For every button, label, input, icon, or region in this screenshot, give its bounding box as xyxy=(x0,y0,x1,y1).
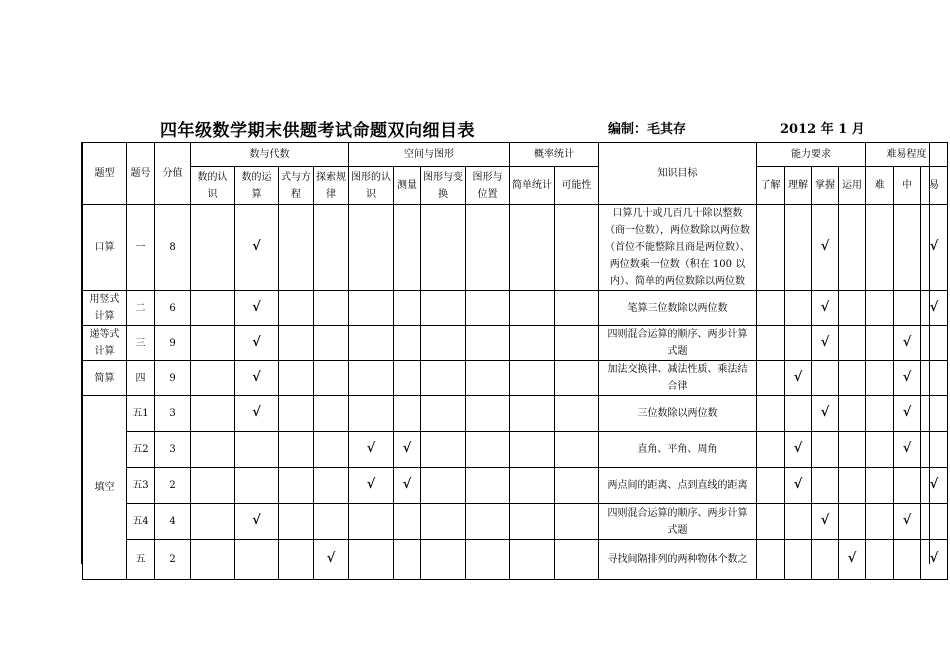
cell-ability xyxy=(812,504,839,540)
cell-category xyxy=(279,468,314,504)
cell-num: 二 xyxy=(127,291,155,326)
cell-category xyxy=(394,504,421,540)
cell-knowledge: 三位数除以两位数 xyxy=(599,396,757,432)
cell-category xyxy=(510,540,555,580)
document-date: 2012 年 1 月 xyxy=(780,122,865,137)
cell-category xyxy=(191,291,235,326)
cell-category xyxy=(349,540,394,580)
cell-ability xyxy=(812,361,839,396)
table-row xyxy=(83,540,948,580)
cell-ability xyxy=(812,396,839,432)
cell-ability xyxy=(785,396,812,432)
header-geometry: 图形的认识 xyxy=(349,167,394,205)
cell-num: 五2 xyxy=(127,432,155,468)
cell-category xyxy=(555,396,599,432)
header-geometry: 图形与变换 xyxy=(421,167,466,205)
check-mark: √ xyxy=(402,477,412,492)
header-difficulty: 易 xyxy=(921,167,948,205)
cell-category xyxy=(314,468,349,504)
cell-ability xyxy=(757,504,785,540)
cell-category xyxy=(394,361,421,396)
cell-ability xyxy=(757,540,785,580)
header-group-stats: 概率统计 xyxy=(510,143,599,167)
check-mark: √ xyxy=(820,513,830,528)
cell-score: 2 xyxy=(155,468,191,504)
cell-num: 五 xyxy=(127,540,155,580)
table-row xyxy=(83,205,948,291)
check-mark: √ xyxy=(820,334,830,350)
header-knowledge: 知识目标 xyxy=(599,143,757,205)
table-row xyxy=(83,361,948,396)
cell-ability xyxy=(812,432,839,468)
cell-difficulty xyxy=(921,468,948,504)
cell-category xyxy=(279,396,314,432)
cell-category xyxy=(191,205,235,291)
cell-score: 2 xyxy=(155,540,191,580)
cell-ability xyxy=(785,540,812,580)
cell-category xyxy=(421,291,466,326)
header-algebra: 式与方程 xyxy=(279,167,314,205)
header-geometry: 图形与位置 xyxy=(466,167,510,205)
cell-category xyxy=(510,361,555,396)
cell-score: 4 xyxy=(155,504,191,540)
header-stats: 可能性 xyxy=(555,167,599,205)
cell-category xyxy=(191,468,235,504)
cell-category xyxy=(279,326,314,361)
cell-num: 五3 xyxy=(127,468,155,504)
cell-category xyxy=(279,291,314,326)
table-row xyxy=(83,504,948,540)
check-mark: √ xyxy=(252,369,261,385)
cell-ability xyxy=(757,361,785,396)
cell-ability xyxy=(839,432,866,468)
cell-category xyxy=(314,540,349,580)
cell-category xyxy=(235,504,279,540)
cell-ability xyxy=(785,291,812,326)
table-row xyxy=(83,396,948,432)
check-mark: √ xyxy=(820,405,830,420)
cell-category xyxy=(466,504,510,540)
cell-type: 用竖式计算 xyxy=(83,291,127,326)
table-row xyxy=(83,468,948,504)
header-row-sub xyxy=(83,167,948,205)
cell-category xyxy=(510,432,555,468)
cell-difficulty xyxy=(866,468,894,504)
cell-difficulty xyxy=(921,291,948,326)
cell-category xyxy=(235,361,279,396)
cell-category xyxy=(466,468,510,504)
cell-difficulty xyxy=(866,504,894,540)
cell-category xyxy=(314,205,349,291)
cell-category xyxy=(314,432,349,468)
cell-category xyxy=(555,432,599,468)
cell-category xyxy=(235,291,279,326)
cell-category xyxy=(421,468,466,504)
check-mark: √ xyxy=(902,513,912,528)
cell-ability xyxy=(785,432,812,468)
cell-category xyxy=(555,326,599,361)
cell-knowledge: 加法交换律、减法性质、乘法结合律 xyxy=(599,361,757,396)
cell-category xyxy=(421,361,466,396)
header-group-ability: 能力要求 xyxy=(757,143,866,167)
check-mark: √ xyxy=(929,551,939,566)
header-score: 分值 xyxy=(155,143,191,205)
cell-difficulty xyxy=(866,205,894,291)
check-mark: √ xyxy=(793,441,803,456)
cell-category xyxy=(314,396,349,432)
cell-category xyxy=(279,361,314,396)
cell-category xyxy=(235,205,279,291)
spec-table-body xyxy=(83,143,948,580)
cell-category xyxy=(394,291,421,326)
check-mark: √ xyxy=(902,405,912,420)
cell-category xyxy=(555,540,599,580)
cell-category xyxy=(510,291,555,326)
check-mark: √ xyxy=(902,334,912,350)
cell-category xyxy=(191,396,235,432)
cell-category xyxy=(555,504,599,540)
cell-ability xyxy=(839,540,866,580)
header-algebra: 数的认识 xyxy=(191,167,235,205)
check-mark: √ xyxy=(902,369,912,385)
cell-difficulty xyxy=(921,205,948,291)
cell-category xyxy=(394,468,421,504)
cell-category xyxy=(466,361,510,396)
cell-category xyxy=(349,396,394,432)
cell-score: 9 xyxy=(155,326,191,361)
header-difficulty: 难 xyxy=(866,167,894,205)
cell-type: 简算 xyxy=(83,361,127,396)
header-group-algebra: 数与代数 xyxy=(191,143,349,167)
cell-category xyxy=(394,540,421,580)
cell-ability xyxy=(785,361,812,396)
cell-category xyxy=(314,361,349,396)
cell-ability xyxy=(839,326,866,361)
cell-category xyxy=(394,205,421,291)
cell-ability xyxy=(812,540,839,580)
cell-ability xyxy=(839,361,866,396)
cell-difficulty xyxy=(921,326,948,361)
cell-category xyxy=(510,326,555,361)
cell-ability xyxy=(785,326,812,361)
cell-category xyxy=(235,326,279,361)
check-mark: √ xyxy=(252,334,261,350)
header-group-geometry: 空间与图形 xyxy=(349,143,510,167)
cell-ability xyxy=(812,326,839,361)
cell-difficulty xyxy=(894,540,921,580)
cell-score: 3 xyxy=(155,432,191,468)
cell-ability xyxy=(839,205,866,291)
cell-ability xyxy=(757,326,785,361)
check-mark: √ xyxy=(929,477,939,492)
cell-type: 口算 xyxy=(83,205,127,291)
check-mark: √ xyxy=(252,239,261,254)
table-row xyxy=(83,432,948,468)
cell-category xyxy=(314,326,349,361)
cell-category xyxy=(510,504,555,540)
header-stats: 简单统计 xyxy=(510,167,555,205)
cell-num: 四 xyxy=(127,361,155,396)
header-ability: 掌握 xyxy=(812,167,839,205)
header-difficulty: 中 xyxy=(894,167,921,205)
cell-category xyxy=(349,326,394,361)
document-title: 四年级数学期末供题考试命题双向细目表 xyxy=(160,121,475,141)
cell-difficulty xyxy=(866,432,894,468)
cell-num: 三 xyxy=(127,326,155,361)
cell-category xyxy=(279,504,314,540)
cell-ability xyxy=(757,205,785,291)
check-mark: √ xyxy=(366,477,376,492)
cell-score: 6 xyxy=(155,291,191,326)
cell-difficulty xyxy=(894,361,921,396)
cell-category xyxy=(466,205,510,291)
table-row xyxy=(83,291,948,326)
cell-difficulty xyxy=(921,540,948,580)
cell-difficulty xyxy=(866,361,894,396)
cell-category xyxy=(349,205,394,291)
cell-ability xyxy=(785,504,812,540)
cell-category xyxy=(349,504,394,540)
cell-category xyxy=(235,432,279,468)
cell-category xyxy=(510,396,555,432)
cell-category xyxy=(421,396,466,432)
cell-knowledge: 口算几十或几百几十除以整数（商一位数），两位数除以两位数（首位不能整除且商是两位数）、两位数乘一位数（积在 100 以内）、简单的两位数除以两位数 xyxy=(599,205,757,291)
cell-category xyxy=(394,432,421,468)
header-algebra: 数的运算 xyxy=(235,167,279,205)
cell-num: 一 xyxy=(127,205,155,291)
cell-category xyxy=(466,396,510,432)
cell-num: 五1 xyxy=(127,396,155,432)
cell-category xyxy=(314,291,349,326)
cell-difficulty xyxy=(894,504,921,540)
editor-label: 编制：毛其存 xyxy=(608,122,687,137)
cell-ability xyxy=(839,291,866,326)
cell-ability xyxy=(757,468,785,504)
cell-ability xyxy=(757,396,785,432)
cell-category xyxy=(349,291,394,326)
cell-category xyxy=(235,540,279,580)
cell-score: 3 xyxy=(155,396,191,432)
cell-category xyxy=(349,432,394,468)
header-group-difficulty: 难易程度 xyxy=(866,143,948,167)
cell-knowledge: 两点间的距离、点到直线的距离 xyxy=(599,468,757,504)
header-type: 题型 xyxy=(83,143,127,205)
check-mark: √ xyxy=(820,239,830,254)
cell-ability xyxy=(757,291,785,326)
cell-ability xyxy=(812,468,839,504)
header-geometry: 测量 xyxy=(394,167,421,205)
cell-difficulty xyxy=(921,396,948,432)
cell-difficulty xyxy=(894,432,921,468)
cell-difficulty xyxy=(921,504,948,540)
cell-category xyxy=(466,432,510,468)
check-mark: √ xyxy=(252,405,261,420)
check-mark: √ xyxy=(793,477,803,492)
cell-difficulty xyxy=(866,396,894,432)
cell-category xyxy=(235,396,279,432)
table-row xyxy=(83,326,948,361)
spec-table-frame xyxy=(81,142,939,566)
cell-type: 递等式计算 xyxy=(83,326,127,361)
cell-category xyxy=(466,291,510,326)
header-ability: 理解 xyxy=(785,167,812,205)
cell-category xyxy=(279,432,314,468)
cell-category xyxy=(421,432,466,468)
cell-ability xyxy=(812,205,839,291)
cell-category xyxy=(279,205,314,291)
check-mark: √ xyxy=(252,513,261,528)
cell-knowledge: 笔算三位数除以两位数 xyxy=(599,291,757,326)
header-row-groups xyxy=(83,143,948,167)
cell-num: 五4 xyxy=(127,504,155,540)
cell-difficulty xyxy=(894,326,921,361)
cell-category xyxy=(191,504,235,540)
cell-ability xyxy=(785,205,812,291)
header-ability: 运用 xyxy=(839,167,866,205)
cell-difficulty xyxy=(866,326,894,361)
cell-category xyxy=(421,205,466,291)
cell-category xyxy=(235,468,279,504)
cell-category xyxy=(349,361,394,396)
check-mark: √ xyxy=(326,551,336,566)
cell-difficulty xyxy=(866,540,894,580)
cell-category xyxy=(191,540,235,580)
header-algebra: 探索规律 xyxy=(314,167,349,205)
cell-ability xyxy=(757,432,785,468)
cell-score: 8 xyxy=(155,205,191,291)
cell-category xyxy=(191,432,235,468)
cell-score: 9 xyxy=(155,361,191,396)
cell-category xyxy=(394,326,421,361)
check-mark: √ xyxy=(847,551,857,566)
cell-category xyxy=(555,205,599,291)
cell-category xyxy=(510,205,555,291)
cell-category xyxy=(555,361,599,396)
cell-ability xyxy=(839,396,866,432)
check-mark: √ xyxy=(902,441,912,456)
cell-knowledge: 寻找间隔排列的两种物体个数之 xyxy=(599,540,757,580)
cell-category xyxy=(421,540,466,580)
check-mark: √ xyxy=(366,441,376,456)
spec-table xyxy=(82,142,948,580)
cell-ability xyxy=(785,468,812,504)
cell-difficulty xyxy=(894,291,921,326)
cell-category xyxy=(191,326,235,361)
cell-category xyxy=(421,326,466,361)
check-mark: √ xyxy=(820,299,830,315)
cell-category xyxy=(555,291,599,326)
check-mark: √ xyxy=(402,441,412,456)
cell-category xyxy=(279,540,314,580)
check-mark: √ xyxy=(929,299,939,315)
cell-ability xyxy=(839,504,866,540)
cell-category xyxy=(314,504,349,540)
header-ability: 了解 xyxy=(757,167,785,205)
cell-ability xyxy=(839,468,866,504)
header-num: 题号 xyxy=(127,143,155,205)
cell-category xyxy=(191,361,235,396)
cell-category xyxy=(394,396,421,432)
cell-difficulty xyxy=(894,468,921,504)
cell-difficulty xyxy=(894,205,921,291)
cell-category xyxy=(555,468,599,504)
cell-category xyxy=(510,468,555,504)
cell-difficulty xyxy=(866,291,894,326)
check-mark: √ xyxy=(252,299,261,315)
check-mark: √ xyxy=(793,369,803,385)
cell-knowledge: 直角、平角、周角 xyxy=(599,432,757,468)
cell-ability xyxy=(812,291,839,326)
cell-category xyxy=(421,504,466,540)
cell-category xyxy=(349,468,394,504)
cell-category xyxy=(466,326,510,361)
cell-difficulty xyxy=(921,432,948,468)
cell-knowledge: 四则混合运算的顺序、两步计算式题 xyxy=(599,504,757,540)
cell-knowledge: 四则混合运算的顺序、两步计算式题 xyxy=(599,326,757,361)
cell-category xyxy=(466,540,510,580)
cell-difficulty xyxy=(921,361,948,396)
cell-difficulty xyxy=(894,396,921,432)
check-mark: √ xyxy=(929,239,939,254)
cell-type-group: 填空 xyxy=(83,396,127,580)
